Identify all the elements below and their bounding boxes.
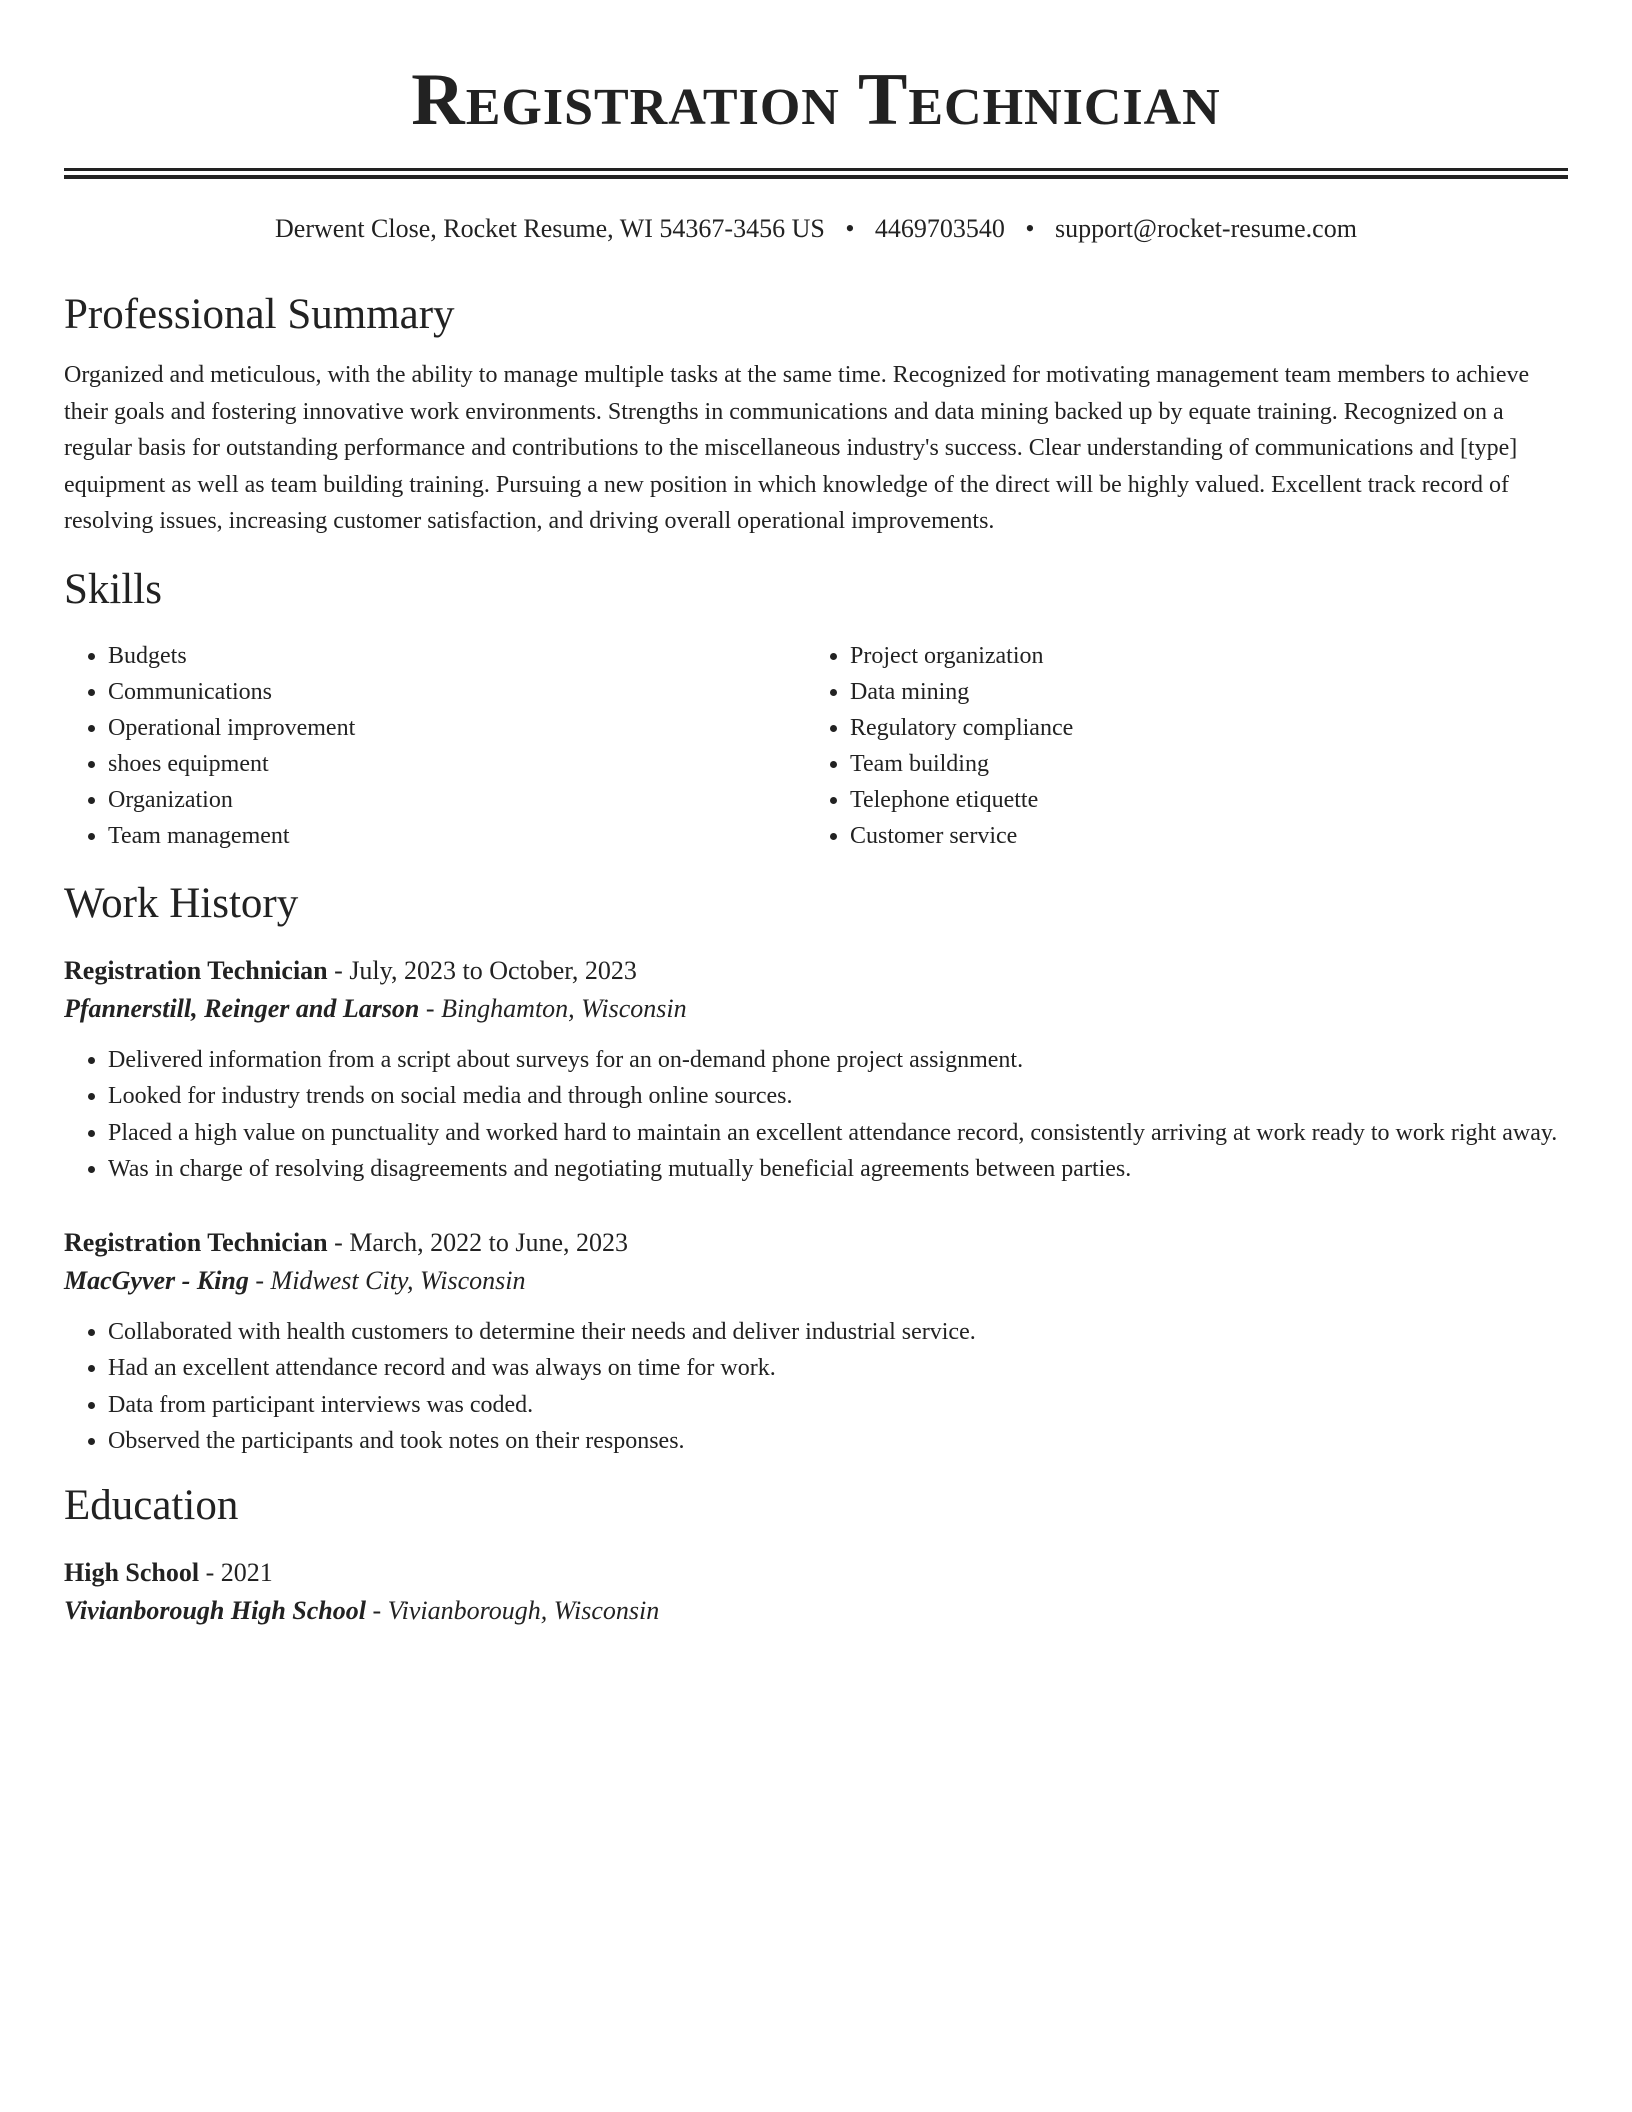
- school-name: Vivianborough High School: [64, 1595, 366, 1625]
- skill-item: • Budgets: [108, 638, 806, 674]
- school-line: [64, 1592, 1568, 1630]
- job-entry: [64, 952, 1568, 1188]
- job-title: Registration Technician: [64, 955, 328, 985]
- dash-separator: -: [205, 1557, 215, 1587]
- degree-name: High School: [64, 1557, 200, 1587]
- summary-text: Organized and meticulous, with the ability to manage multiple tasks at the same time. Recognized for motivating management team members to achieve their goals and fostering innovative work environments. Strengths in communications and data mining backed up by equate training. Recognized on a regular basis for outstanding performance and contributions to the miscellaneous industry's success. Clear understanding of communications and [type] equipment as well as team building training. Pursuing a new position in which knowledge of the direct will be highly valued. Excellent track record of resolving issues, increasing customer satisfaction, and driving overall operational improvements.: [64, 362, 1530, 534]
- job-dates: March, 2022 to June, 2023: [349, 1227, 629, 1257]
- education-entry: [64, 1554, 1568, 1630]
- job-title: Registration Technician: [64, 1227, 328, 1257]
- job-bullet: • Data from participant interviews was coded.: [108, 1387, 1568, 1424]
- dash-separator: -: [372, 1595, 382, 1625]
- skills-heading: Skills: [64, 565, 162, 613]
- contact-separator: •: [845, 214, 855, 243]
- company-name: Pfannerstill, Reinger and Larson: [64, 993, 420, 1023]
- dash-separator: -: [425, 993, 435, 1023]
- skill-item: • Data mining: [850, 674, 1566, 710]
- skill-item: • Customer service: [850, 818, 1566, 854]
- dash-separator: -: [334, 955, 343, 985]
- job-bullet: • Placed a high value on punctuality and worked hard to maintain an excellent attendance record, consistently arriving at work ready to work right away.: [108, 1115, 1568, 1152]
- skills-column-right: [806, 638, 1566, 854]
- graduation-year: 2021: [220, 1557, 273, 1587]
- contact-email: support@rocket-resume.com: [1055, 214, 1357, 243]
- work-history-heading: Work History: [64, 879, 299, 927]
- dash-separator: -: [255, 1265, 265, 1295]
- resume-title: Registration Technician: [411, 59, 1221, 141]
- skills-list: [64, 638, 1568, 854]
- contact-phone: 4469703540: [874, 214, 1005, 243]
- skill-item: • Project organization: [850, 638, 1566, 674]
- contact-line: [64, 213, 1568, 245]
- title-divider: [64, 168, 1568, 179]
- job-title-line: [64, 952, 1568, 990]
- skill-item: • Team management: [108, 818, 806, 854]
- summary-heading: Professional Summary: [64, 291, 455, 338]
- job-bullets: [64, 1042, 1568, 1188]
- dash-separator: -: [334, 1227, 343, 1257]
- company-location: Binghamton, Wisconsin: [441, 993, 687, 1023]
- contact-address: Derwent Close, Rocket Resume, WI 54367-3456 US: [275, 214, 825, 243]
- education-heading: Education: [64, 1481, 239, 1529]
- skills-column-left: [64, 638, 806, 854]
- degree-line: [64, 1554, 1568, 1592]
- skill-item: • Telephone etiquette: [850, 782, 1566, 818]
- contact-separator: •: [1025, 214, 1035, 243]
- skill-item: • shoes equipment: [108, 746, 806, 782]
- job-bullet: • Was in charge of resolving disagreements and negotiating mutually beneficial agreements between parties.: [108, 1151, 1568, 1188]
- job-bullet: • Collaborated with health customers to determine their needs and deliver industrial service.: [108, 1314, 1568, 1351]
- skill-item: • Regulatory compliance: [850, 710, 1566, 746]
- skill-item: • Communications: [108, 674, 806, 710]
- job-bullet: • Delivered information from a script about surveys for an on-demand phone project assignment.: [108, 1042, 1568, 1079]
- job-title-line: [64, 1224, 1568, 1262]
- company-location: Midwest City, Wisconsin: [270, 1265, 526, 1295]
- company-line: [64, 990, 1568, 1028]
- skill-item: • Organization: [108, 782, 806, 818]
- skill-item: • Team building: [850, 746, 1566, 782]
- company-line: [64, 1262, 1568, 1300]
- job-bullets: [64, 1314, 1568, 1460]
- company-name: MacGyver - King: [64, 1265, 249, 1295]
- skill-item: • Operational improvement: [108, 710, 806, 746]
- job-bullet: • Had an excellent attendance record and was always on time for work.: [108, 1350, 1568, 1387]
- job-entry: [64, 1224, 1568, 1460]
- job-bullet: • Looked for industry trends on social media and through online sources.: [108, 1078, 1568, 1115]
- school-location: Vivianborough, Wisconsin: [387, 1595, 660, 1625]
- job-dates: July, 2023 to October, 2023: [349, 955, 637, 985]
- job-bullet: • Observed the participants and took notes on their responses.: [108, 1423, 1568, 1460]
